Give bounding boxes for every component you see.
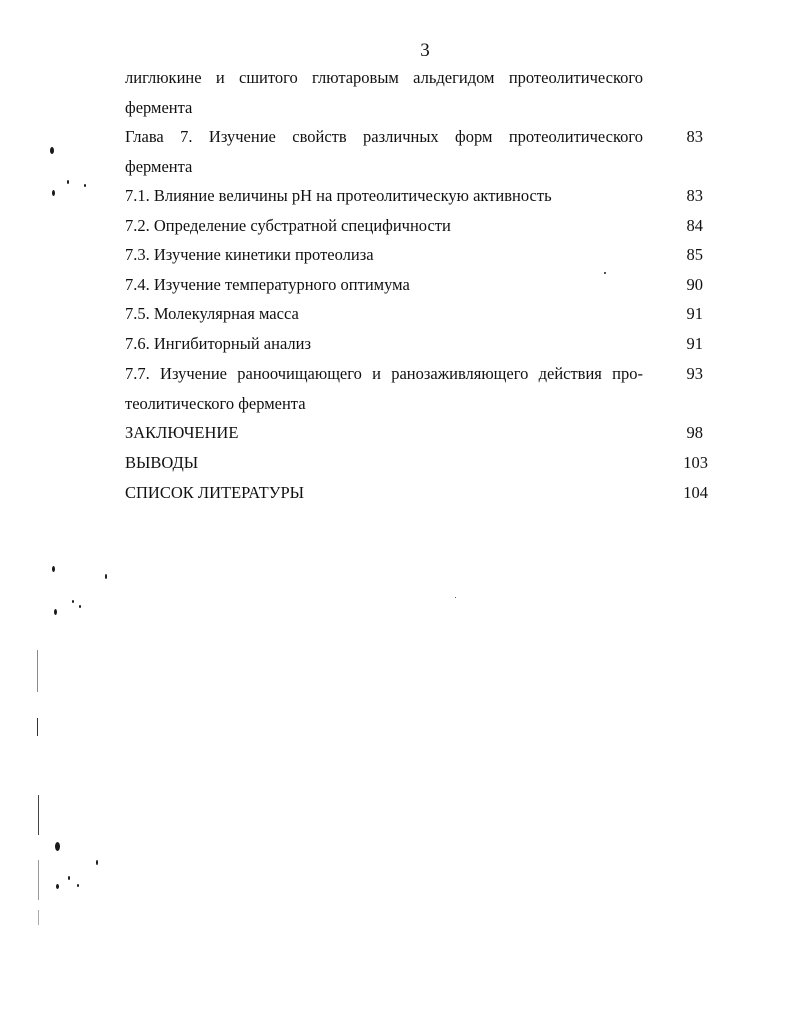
toc-entry-page: 93 [686, 364, 703, 383]
page-number: 3 [420, 40, 430, 61]
toc-entry-label: 7.1. Влияние величины pH на протеолитическую активность [125, 186, 552, 205]
toc-entry-label: 7.4. Изучение температурного оптимума [125, 275, 410, 294]
toc-entry-page: 83 [686, 186, 703, 205]
scan-line [37, 718, 38, 736]
toc-entry-page: 91 [686, 304, 703, 323]
scan-speck [72, 600, 74, 603]
scan-speck [77, 884, 79, 887]
scan-speck [55, 842, 60, 851]
scan-line [38, 910, 39, 925]
scan-speck [52, 566, 55, 572]
toc-entry-label-line-1: Глава 7. Изучение свойств различных форм протеолитического [125, 127, 643, 146]
toc-entry-page: 85 [686, 245, 703, 264]
toc-entry-page: 103 [683, 453, 708, 472]
scan-speck [67, 180, 69, 184]
scan-line [37, 650, 38, 692]
scan-speck [84, 184, 86, 187]
scan-speck [604, 272, 606, 274]
toc-entry-label: 7.2. Определение субстратной специфичности [125, 216, 451, 235]
toc-entry-page: 98 [686, 423, 703, 442]
scan-line [38, 860, 39, 900]
toc-entry-label-line-1: 7.7. Изучение раноочищающего и ранозаживляющего действия про- [125, 364, 643, 383]
toc-entry-label: 7.5. Молекулярная масса [125, 304, 299, 323]
toc-entry-page: 104 [683, 483, 708, 502]
scan-speck [52, 190, 55, 196]
scan-speck [54, 609, 57, 615]
toc-continuation-line-2: фермента [125, 98, 193, 117]
scan-speck [56, 884, 59, 889]
scan-speck [79, 605, 81, 608]
scan-speck [96, 860, 98, 865]
scan-line [38, 795, 39, 835]
scan-speck [105, 574, 107, 579]
toc-entry-label: ВЫВОДЫ [125, 453, 199, 472]
scan-speck [455, 597, 456, 598]
toc-entry-label: ЗАКЛЮЧЕНИЕ [125, 423, 239, 442]
toc-entry-label: СПИСОК ЛИТЕРАТУРЫ [125, 483, 305, 502]
toc-continuation-line-1: лиглюкине и сшитого глютаровым альдегидом протеолитического [125, 68, 643, 87]
toc-entry-page: 84 [686, 216, 703, 235]
scan-speck [50, 147, 54, 154]
toc-entry-page: 90 [686, 275, 703, 294]
scan-speck [68, 876, 70, 880]
toc-entry-page: 91 [686, 334, 703, 353]
toc-entry-label: 7.3. Изучение кинетики протеолиза [125, 245, 374, 264]
toc-entry-label-line-2: теолитического фермента [125, 394, 306, 413]
toc-entry-label-line-2: фермента [125, 157, 193, 176]
toc-entry-label: 7.6. Ингибиторный анализ [125, 334, 312, 353]
toc-entry-page: 83 [686, 127, 703, 146]
